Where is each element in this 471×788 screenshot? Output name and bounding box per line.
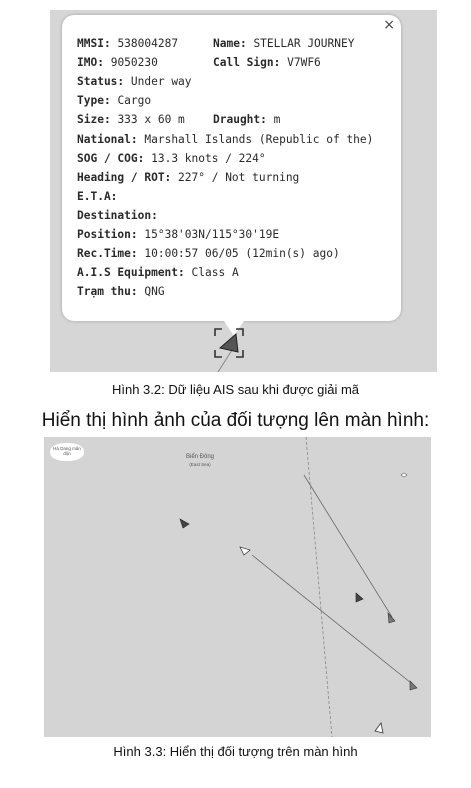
draught-value: m	[273, 112, 281, 126]
section-heading: Hiển thị hình ảnh của đối tượng lên màn hình:	[41, 410, 430, 431]
info-row-ais-equipment	[77, 264, 391, 283]
info-row-sog-cog	[77, 150, 391, 169]
name-value: STELLAR JOURNEY	[253, 37, 355, 50]
info-row-imo-callsign	[77, 54, 391, 73]
ais-map-view[interactable]	[50, 10, 437, 372]
figure-caption-3-3: Hình 3.3: Hiển thị đối tượng trên màn hình	[113, 744, 358, 759]
info-row-mmsi-name	[77, 35, 391, 54]
callsign-label: Call Sign:	[213, 55, 281, 69]
mmsi-label: MMSI:	[77, 37, 111, 50]
position-value: 15°38'03N/115°30'19E	[144, 227, 280, 241]
ship-marker	[180, 519, 189, 528]
eta-label: E.T.A:	[77, 190, 118, 204]
info-row-destination	[77, 207, 391, 226]
info-row-type	[77, 92, 391, 111]
destination-label: Destination:	[77, 209, 158, 223]
sog-cog-value: 13.3 knots / 224°	[151, 152, 266, 166]
name-label: Name:	[213, 37, 247, 50]
position-label: Position:	[77, 227, 138, 241]
sea-label: Biển Đông (East Sea)	[186, 454, 215, 467]
size-value: 333 x 60 m	[117, 112, 185, 126]
ship-marker	[401, 473, 407, 477]
station-value: QNG	[144, 284, 165, 298]
ships-layer	[44, 437, 431, 737]
rectime-value: 10:00:57 06/05 (12min(s) ago)	[144, 246, 340, 260]
ais-equipment-label: A.I.S Equipment:	[77, 265, 185, 279]
sog-cog-label: SOG / COG:	[77, 152, 145, 166]
ais-equipment-value: Class A	[191, 265, 239, 279]
status-label: Status:	[77, 74, 125, 88]
imo-value: 9050230	[110, 55, 158, 69]
ship-marker	[240, 547, 250, 555]
ship-marker	[375, 723, 383, 733]
boundary-dashed-line	[306, 437, 332, 737]
heading-rot-label: Heading / ROT:	[77, 171, 172, 185]
ship-marker	[356, 593, 363, 602]
island-label: Hà Dang mân độn	[50, 443, 84, 461]
ship-marker	[410, 681, 417, 690]
heading-rot-value: 227° / Not turning	[178, 171, 300, 185]
info-row-size-draught	[77, 111, 391, 130]
info-row-station	[77, 283, 391, 302]
ship-track-line	[304, 475, 392, 617]
mmsi-value: 538004287	[117, 37, 179, 50]
info-row-status	[77, 73, 391, 92]
info-row-position	[77, 226, 391, 245]
ais-info-list	[77, 35, 391, 301]
info-row-heading-rot	[77, 169, 391, 188]
ship-marker	[388, 613, 395, 623]
type-value: Cargo	[117, 93, 152, 107]
station-label: Trạm thu:	[77, 284, 138, 298]
draught-label: Draught:	[213, 112, 267, 126]
type-label: Type:	[77, 93, 111, 107]
status-value: Under way	[130, 74, 192, 88]
rectime-label: Rec.Time:	[77, 246, 138, 260]
callsign-value: V7WF6	[287, 55, 321, 69]
selected-ship-icon[interactable]	[214, 328, 244, 358]
figure-caption-3-2: Hình 3.2: Dữ liệu AIS sau khi được giải mã	[111, 382, 360, 397]
national-label: National:	[77, 133, 138, 147]
info-row-eta	[77, 188, 391, 207]
national-value: Marshall Islands (Republic of the)	[144, 133, 374, 147]
ais-info-popup	[62, 15, 401, 321]
imo-label: IMO:	[77, 55, 104, 69]
ships-map-view[interactable]	[44, 437, 431, 737]
size-label: Size:	[77, 112, 111, 126]
info-row-national	[77, 131, 391, 150]
close-icon[interactable]: ×	[383, 17, 395, 33]
info-row-rectime	[77, 245, 391, 264]
